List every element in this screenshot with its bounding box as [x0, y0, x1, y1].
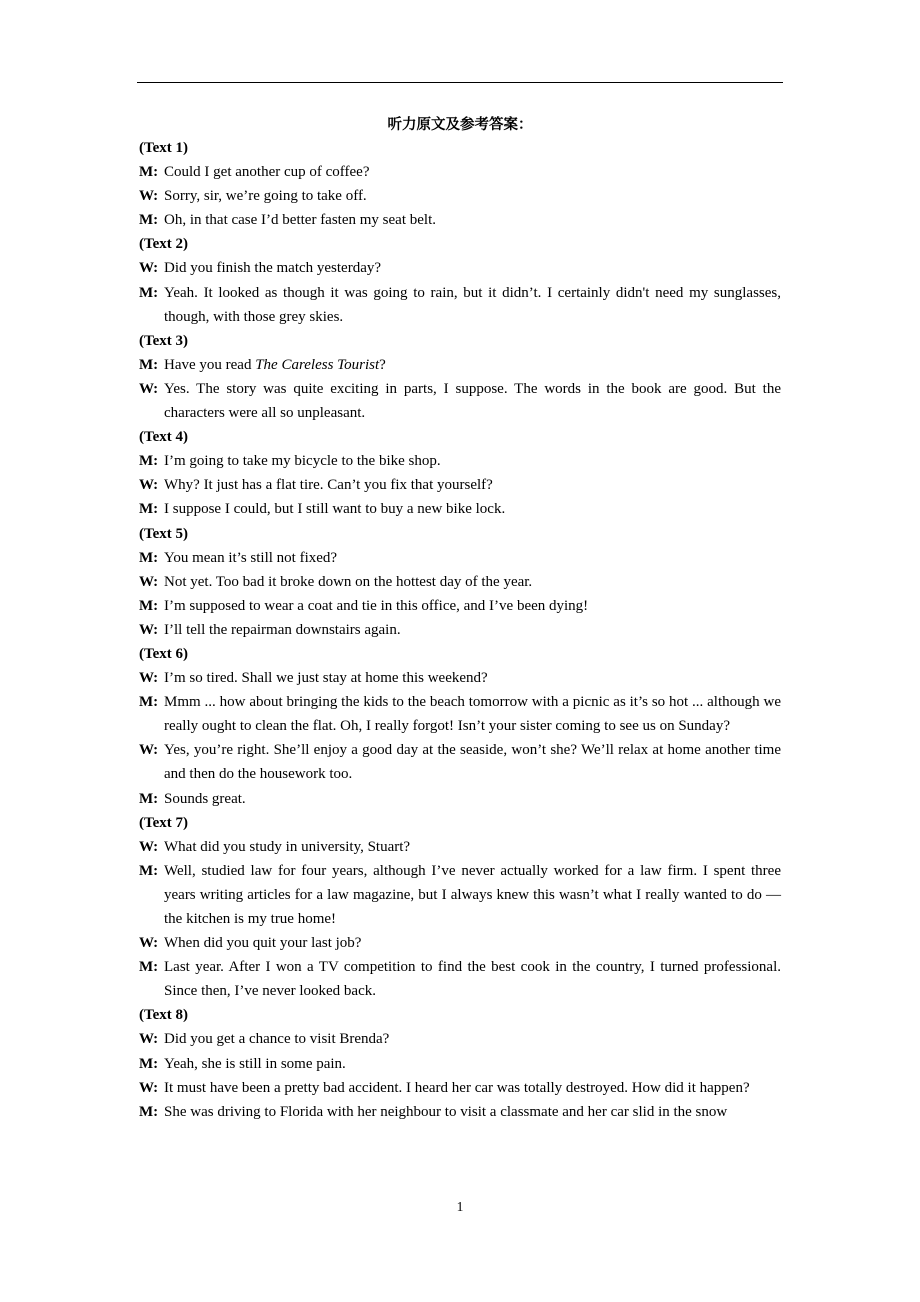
transcript [139, 136, 781, 1124]
page-number: 1 [456, 1199, 464, 1214]
utterance-text: Oh, in that case I’d better fasten my seat belt. [164, 212, 436, 229]
dialogue-line [139, 184, 781, 208]
utterance-text: I’ll tell the repairman downstairs again. [164, 621, 401, 638]
speaker-label: M: [139, 790, 159, 807]
speaker-label: M: [139, 597, 159, 614]
speaker-label: M: [139, 212, 159, 229]
speaker-label: W: [139, 1031, 159, 1048]
utterance-text: Yes, you’re right. She’ll enjoy a good day at the seaside, won’t she? We’ll relax at home another time and then do the housework too. [164, 742, 781, 783]
utterance-text: Did you get a chance to visit Brenda? [164, 1031, 390, 1048]
section-heading: (Text 2) [139, 236, 189, 253]
utterance-text: Yeah. It looked as though it was going to rain, but it didn’t. I certainly didn't need my sunglasses, though, with those grey skies. [164, 284, 781, 325]
speaker-label: M: [139, 959, 159, 976]
speaker-label: W: [139, 477, 159, 494]
utterance-text-end: ? [379, 356, 386, 373]
speaker-label: W: [139, 573, 159, 590]
speaker-label: M: [139, 164, 159, 181]
header-rule [137, 82, 783, 83]
section-heading: (Text 4) [139, 429, 189, 446]
page-title: 听力原文及参考答案： [387, 117, 533, 133]
utterance-text: I suppose I could, but I still want to buy a new bike lock. [164, 501, 506, 518]
dialogue-line [139, 835, 781, 859]
dialogue-line [139, 160, 781, 184]
dialogue-line [139, 787, 781, 811]
speaker-label: M: [139, 356, 159, 373]
speaker-label: M: [139, 1103, 159, 1120]
section-heading: (Text 5) [139, 525, 189, 542]
utterance-text: I’m supposed to wear a coat and tie in this office, and I’ve been dying! [164, 597, 589, 614]
speaker-label: W: [139, 260, 159, 277]
dialogue-line [139, 353, 781, 377]
dialogue-line [139, 1027, 781, 1051]
dialogue-line [139, 594, 781, 618]
utterance-text: Sounds great. [164, 790, 246, 807]
dialogue-line [139, 931, 781, 955]
speaker-label: W: [139, 670, 159, 687]
dialogue-line [139, 1076, 781, 1100]
dialogue-line [139, 449, 781, 473]
dialogue-line [139, 570, 781, 594]
speaker-label: W: [139, 1079, 159, 1096]
section-heading: (Text 3) [139, 332, 189, 349]
utterance-text: She was driving to Florida with her neighbour to visit a classmate and her car slid in the snow [164, 1103, 728, 1120]
speaker-label: M: [139, 501, 159, 518]
section-heading: (Text 7) [139, 814, 189, 831]
utterance-text: Yeah, she is still in some pain. [164, 1055, 346, 1072]
utterance-text: Well, studied law for four years, although I’ve never actually worked for a law firm. I spent three years writing articles for a law magazine, but I always knew this wasn’t what I really wanted to do — the kitchen is my true home! [164, 862, 781, 927]
section-heading: (Text 1) [139, 140, 189, 156]
speaker-label: W: [139, 621, 159, 638]
speaker-label: M: [139, 549, 159, 566]
dialogue-line [139, 666, 781, 690]
dialogue-line [139, 497, 781, 521]
dialogue-line [139, 208, 781, 232]
utterance-text: Not yet. Too bad it broke down on the hottest day of the year. [164, 573, 533, 590]
section-heading: (Text 8) [139, 1007, 189, 1024]
speaker-label: W: [139, 742, 159, 759]
utterance-text-start: Have you read [164, 356, 256, 373]
dialogue-line [139, 690, 781, 738]
utterance-text: It must have been a pretty bad accident. I heard her car was totally destroyed. How did it happen? [164, 1079, 750, 1096]
dialogue-line [139, 1052, 781, 1076]
utterance-text: I’m so tired. Shall we just stay at home this weekend? [164, 670, 488, 687]
dialogue-line [139, 955, 781, 1003]
speaker-label: M: [139, 1055, 159, 1072]
speaker-label: M: [139, 862, 159, 879]
utterance-text: Last year. After I won a TV competition to find the best cook in the country, I turned professional. Since then, I’ve never looked back. [164, 959, 781, 1000]
section-heading: (Text 6) [139, 645, 189, 662]
dialogue-line [139, 859, 781, 931]
dialogue-line [139, 256, 781, 280]
dialogue-line [139, 546, 781, 570]
speaker-label: W: [139, 380, 159, 397]
utterance-text: Sorry, sir, we’re going to take off. [164, 188, 367, 205]
utterance-text: I’m going to take my bicycle to the bike shop. [164, 453, 441, 470]
utterance-text: Did you finish the match yesterday? [164, 260, 382, 277]
speaker-label: W: [139, 935, 159, 952]
dialogue-line [139, 618, 781, 642]
utterance-text: Could I get another cup of coffee? [164, 164, 370, 181]
dialogue-line [139, 473, 781, 497]
dialogue-line [139, 1100, 781, 1124]
speaker-label: W: [139, 188, 159, 205]
utterance-text: What did you study in university, Stuart? [164, 838, 411, 855]
utterance-text: You mean it’s still not fixed? [164, 549, 338, 566]
utterance-text: Yes. The story was quite exciting in parts, I suppose. The words in the book are good. But the characters were all so unpleasant. [164, 380, 781, 422]
dialogue-line [139, 377, 781, 425]
book-title: The Careless Tourist [255, 356, 380, 373]
utterance-text: Why? It just has a flat tire. Can’t you fix that yourself? [164, 477, 493, 494]
utterance-text: Mmm ... how about bringing the kids to the beach tomorrow with a picnic as it’s so hot ... although we really ought to clean the flat. Oh, I really forgot! Isn’t your sister coming to see us on Sunday? [164, 694, 781, 735]
dialogue-line [139, 281, 781, 329]
speaker-label: W: [139, 838, 159, 855]
speaker-label: M: [139, 284, 159, 301]
speaker-label: M: [139, 453, 159, 470]
utterance-text [164, 353, 781, 377]
dialogue-line [139, 738, 781, 786]
speaker-label: M: [139, 694, 159, 711]
utterance-text: When did you quit your last job? [164, 935, 362, 952]
